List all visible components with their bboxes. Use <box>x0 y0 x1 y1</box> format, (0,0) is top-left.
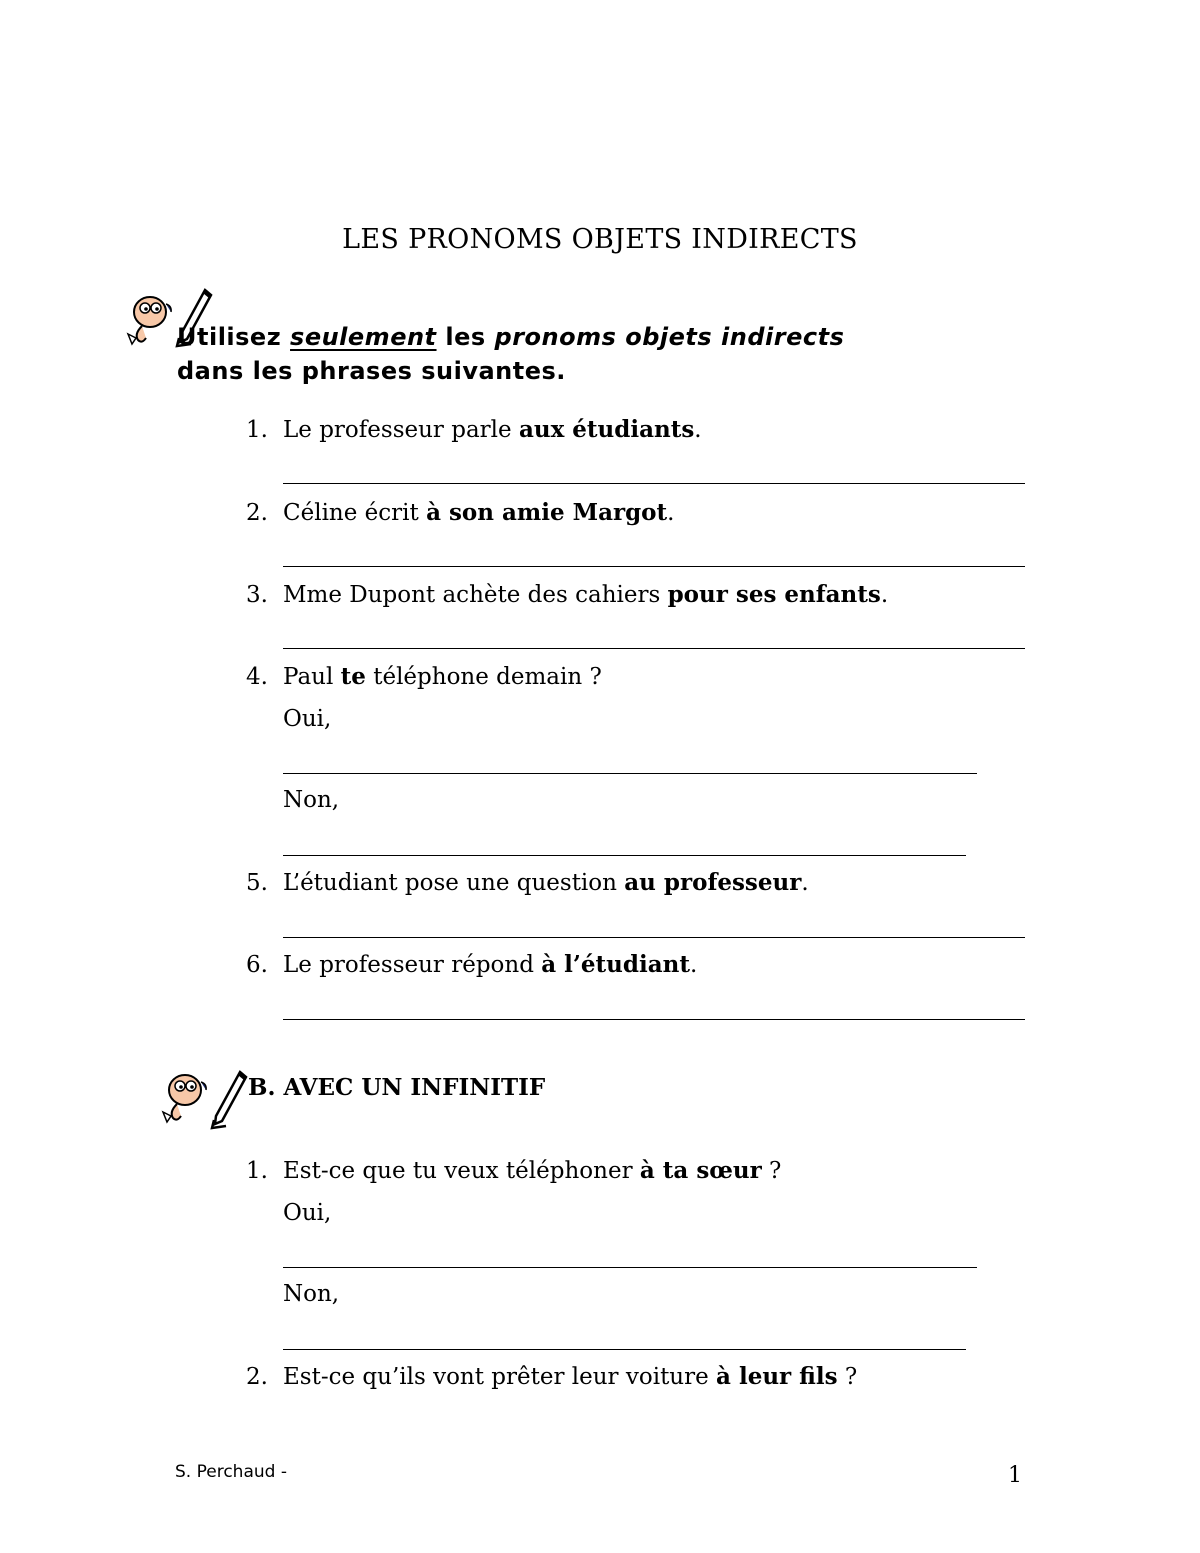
thinking-face-icon <box>120 292 176 348</box>
answer-prompt-yes: Oui, <box>283 1200 332 1226</box>
page-title: LES PRONOMS OBJETS INDIRECTS <box>342 224 858 255</box>
question-b2: 2. Est-ce qu’ils vont prêter leur voiture à leur fils ? <box>246 1363 858 1390</box>
answer-line[interactable] <box>283 483 1025 484</box>
footer-author: S. Perchaud - <box>175 1462 287 1482</box>
page-number: 1 <box>1008 1463 1022 1488</box>
answer-line[interactable] <box>283 1349 966 1350</box>
answer-line[interactable] <box>283 648 1025 649</box>
section-b-title: B. AVEC UN INFINITIF <box>248 1074 546 1101</box>
question-a3: 3. Mme Dupont achète des cahiers pour ses enfants. <box>246 581 889 608</box>
pencil-icon <box>210 1068 250 1130</box>
question-a1: 1. Le professeur parle aux étudiants. <box>246 416 702 443</box>
answer-line[interactable] <box>283 1267 977 1268</box>
answer-line[interactable] <box>283 1019 1025 1020</box>
question-a6: 6. Le professeur répond à l’étudiant. <box>246 951 698 978</box>
answer-line[interactable] <box>283 566 1025 567</box>
instruction: Utilisez seulement les pronoms objets indirects dans les phrases suivantes. <box>177 323 845 385</box>
thinking-face-icon <box>155 1070 211 1126</box>
question-a5: 5. L’étudiant pose une question au professeur. <box>246 869 809 896</box>
emphasis-seulement: seulement <box>290 323 437 351</box>
answer-line[interactable] <box>283 773 977 774</box>
answer-line[interactable] <box>283 855 966 856</box>
answer-line[interactable] <box>283 937 1025 938</box>
question-b1: 1. Est-ce que tu veux téléphoner à ta sœur ? <box>246 1157 782 1184</box>
question-a2: 2. Céline écrit à son amie Margot. <box>246 499 675 526</box>
question-a4: 4. Paul te téléphone demain ? <box>246 663 602 690</box>
answer-prompt-yes: Oui, <box>283 706 332 732</box>
answer-prompt-no: Non, <box>283 787 340 813</box>
answer-prompt-no: Non, <box>283 1281 340 1307</box>
